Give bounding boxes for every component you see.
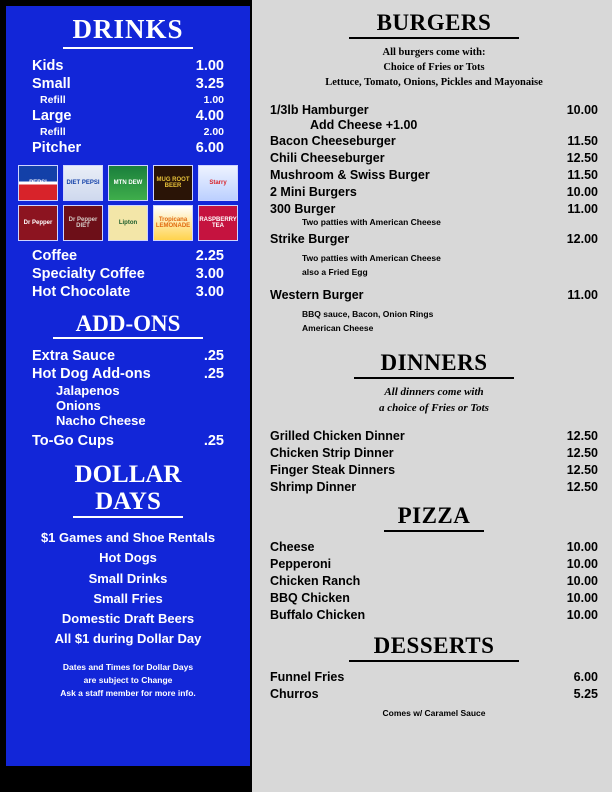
addon-price: .25 [203,348,224,364]
drink-price: 1.00 [203,94,224,106]
menu-item-name: Funnel Fries [270,669,345,684]
menu-item [270,606,598,623]
logo-label: DIET PEPSI [66,179,100,186]
addon-sub-item: Onions [56,398,101,413]
dinners-title-rule [354,377,514,379]
menu-item-price: 10.00 [566,184,598,199]
drinks-list [30,57,226,157]
drink-price: 4.00 [195,108,224,124]
addon-price: .25 [203,366,224,382]
starry-logo-icon [198,165,238,201]
menu-item [270,478,598,495]
addons-title-rule [53,337,203,339]
drinks-title-rule [63,47,193,49]
pizza-list [270,538,598,623]
dollar-days-item: $1 Games and Shoe Rentals [40,530,216,546]
menu-item-price: 10.00 [566,102,598,117]
dollar-days-title-rule [73,516,183,518]
left-panel [0,0,252,792]
menu-item-name: Grilled Chicken Dinner [270,428,405,443]
menu-item-price: 12.00 [566,232,598,247]
hot-drinks-list [30,247,226,301]
logo-label: Dr Pepper [23,219,53,226]
drink-name: Large [32,108,72,124]
menu-item-name: 2 Mini Burgers [270,184,357,199]
menu-item-option: Add Cheese +1.00 [310,117,418,132]
menu-item [270,132,598,149]
logo-label: MTN DEW [113,179,143,186]
drink-item-refill [30,125,226,139]
left-panel-inner [6,6,250,766]
drink-name: Small [32,76,71,92]
menu-item-price: 10.00 [566,539,598,554]
burgers-title-rule [349,37,519,39]
menu-item-name: Churros [270,686,319,701]
menu-item-name: Buffalo Chicken [270,607,366,622]
lipton-tea-logo-icon [108,205,148,241]
drink-item [30,107,226,125]
dinners-note-line: All dinners come with [384,386,484,398]
tropicana-lemonade-logo-icon [153,205,193,241]
menu-item [270,101,598,118]
drink-price: 2.00 [203,126,224,138]
drink-item [30,57,226,75]
dinners-list [270,427,598,495]
menu-item-description: Two patties with American Cheese [302,216,441,227]
dollar-days-note-line: Dates and Times for Dollar Days [62,662,194,673]
logo-row [18,205,238,241]
menu-item-description: Two patties with American Cheese [302,253,441,264]
menu-item-price: 10.00 [566,556,598,571]
menu-item-price: 12.50 [566,428,598,443]
logo-label: Dr Pepper DIET [68,216,98,229]
dr-pepper-logo-icon [18,205,58,241]
menu-item-price: 10.00 [566,590,598,605]
menu-item-name: Strike Burger [270,232,350,247]
menu-item-price: 11.00 [567,201,598,216]
menu-item [270,572,598,589]
menu-item-name: Chicken Ranch [270,573,361,588]
menu-item [270,166,598,183]
menu-item-price: 12.50 [566,462,598,477]
hot-drink-item [30,265,226,283]
addon-name: Extra Sauce [32,348,116,364]
logo-label: Lipton [118,219,138,226]
menu-item-name: BBQ Chicken [270,590,350,605]
mtn-dew-logo-icon [108,165,148,201]
menu-item-description: Comes w/ Caramel Sauce [382,707,486,718]
dinners-note-line: a choice of Fries or Tots [379,401,489,414]
drinks-section-title: DRINKS [72,14,184,44]
hot-drink-price: 2.25 [195,248,224,264]
drink-price: 1.00 [195,58,224,74]
hot-drink-name: Hot Chocolate [32,284,131,300]
menu-item-price: 10.00 [566,573,598,588]
menu-item [270,555,598,572]
beverage-brand-logos [18,165,238,241]
addons-section-title: ADD-ONS [75,311,181,336]
dollar-days-note-line: are subject to Change [83,674,173,685]
menu-item-price: 6.00 [573,669,598,684]
drink-price: 6.00 [195,140,224,156]
raspberry-tea-logo-icon [198,205,238,241]
addon-item [30,432,226,450]
menu-item-name: 1/3lb Hamburger [270,102,369,117]
desserts-title-rule [349,660,519,662]
menu-item [270,589,598,606]
menu-item-price: 11.00 [567,288,598,303]
drink-name: Refill [40,126,66,138]
menu-item-description: also a Fried Egg [302,266,368,277]
burgers-note-line: All burgers come with: [382,47,486,58]
addon-sub-item: Jalapenos [56,383,120,398]
dollar-days-item: Hot Dogs [99,550,157,566]
dollar-days-item: Domestic Draft Beers [61,610,195,626]
menu-item-price: 11.50 [567,167,598,182]
menu-item-price: 12.50 [566,445,598,460]
pepsi-logo-icon [18,165,58,201]
mug-root-beer-logo-icon [153,165,193,201]
dinners-section-title: DINNERS [380,350,488,375]
menu-item-price: 12.50 [566,150,598,165]
hot-drink-item [30,283,226,301]
dollar-days-item: All $1 during Dollar Day [54,630,202,646]
menu-item [270,427,598,444]
menu-item [270,230,598,247]
dollar-days-item: Small Fries [93,590,163,606]
logo-label: Tropicana LEMONADE [155,216,191,229]
addon-price: .25 [203,433,224,449]
burgers-list [270,101,598,336]
menu-item-description: American Cheese [302,322,374,333]
desserts-section-title: DESSERTS [373,632,495,658]
burgers-note-line: Choice of Fries or Tots [383,62,485,74]
addon-item [30,347,226,365]
hot-drink-price: 3.00 [195,284,224,300]
drink-item [30,75,226,93]
hot-drink-name: Specialty Coffee [32,266,145,282]
menu-item [270,286,598,303]
menu-item-price: 12.50 [566,479,598,494]
dollar-days-title-line2: DAYS [95,488,161,516]
burgers-note-line: Lettuce, Tomato, Onions, Pickles and Mayonaise [325,77,543,89]
drink-item-refill [30,93,226,107]
menu-item-name: Bacon Cheeseburger [270,133,396,148]
addon-name: Hot Dog Add-ons [32,366,151,382]
logo-label: RASPBERRY TEA [199,216,237,229]
menu-item-name: Pepperoni [270,556,332,571]
right-panel [252,0,612,792]
menu-item [270,461,598,478]
hot-drink-name: Coffee [32,248,78,264]
burgers-section-title: BURGERS [376,10,492,35]
dollar-days-note [16,661,240,699]
dollar-days-item: Small Drinks [88,570,168,586]
menu-item-price: 11.50 [567,133,598,148]
dollar-days-title-line1: DOLLAR [74,461,182,488]
menu-item [270,685,598,702]
menu-item-name: Finger Steak Dinners [270,462,396,477]
menu-item [270,538,598,555]
menu-item-name: Chicken Strip Dinner [270,445,394,460]
menu-item-name: 300 Burger [270,201,336,216]
drink-name: Kids [32,58,64,74]
logo-label: Starry [209,179,227,186]
logo-label: PEPSI [29,179,47,186]
logo-label: MUG ROOT BEER [156,176,190,189]
hot-drink-price: 3.00 [195,266,224,282]
menu-item [270,183,598,200]
menu-item-name: Shrimp Dinner [270,479,357,494]
drink-name: Refill [40,94,66,106]
pizza-title-rule [384,530,484,532]
pizza-section-title: PIZZA [397,502,471,528]
hot-drink-item [30,247,226,265]
drink-name: Pitcher [32,140,82,156]
menu-item-price: 10.00 [566,607,598,622]
addon-item [30,365,226,383]
addon-sub-item: Nacho Cheese [56,413,146,428]
menu-item-name: Western Burger [270,288,364,303]
diet-pepsi-logo-icon [63,165,103,201]
addon-name: To-Go Cups [32,433,114,449]
diet-dr-pepper-logo-icon [63,205,103,241]
burgers-notes [270,45,598,91]
dinners-notes [270,385,598,417]
menu-item [270,668,598,685]
menu-item-description: BBQ sauce, Bacon, Onion Rings [302,309,434,320]
desserts-list [270,668,598,718]
menu-item [270,149,598,166]
drink-item [30,139,226,157]
menu-item-name: Chili Cheeseburger [270,150,385,165]
addons-list [30,347,226,450]
menu-item [270,200,598,217]
menu-item-name: Mushroom & Swiss Burger [270,167,430,182]
logo-row [18,165,238,201]
menu-item-price: 5.25 [573,686,598,701]
dollar-days-list [16,528,240,649]
menu-item [270,444,598,461]
dollar-days-note-line: Ask a staff member for more info. [60,687,196,698]
menu-item-name: Cheese [270,539,315,554]
drink-price: 3.25 [195,76,224,92]
